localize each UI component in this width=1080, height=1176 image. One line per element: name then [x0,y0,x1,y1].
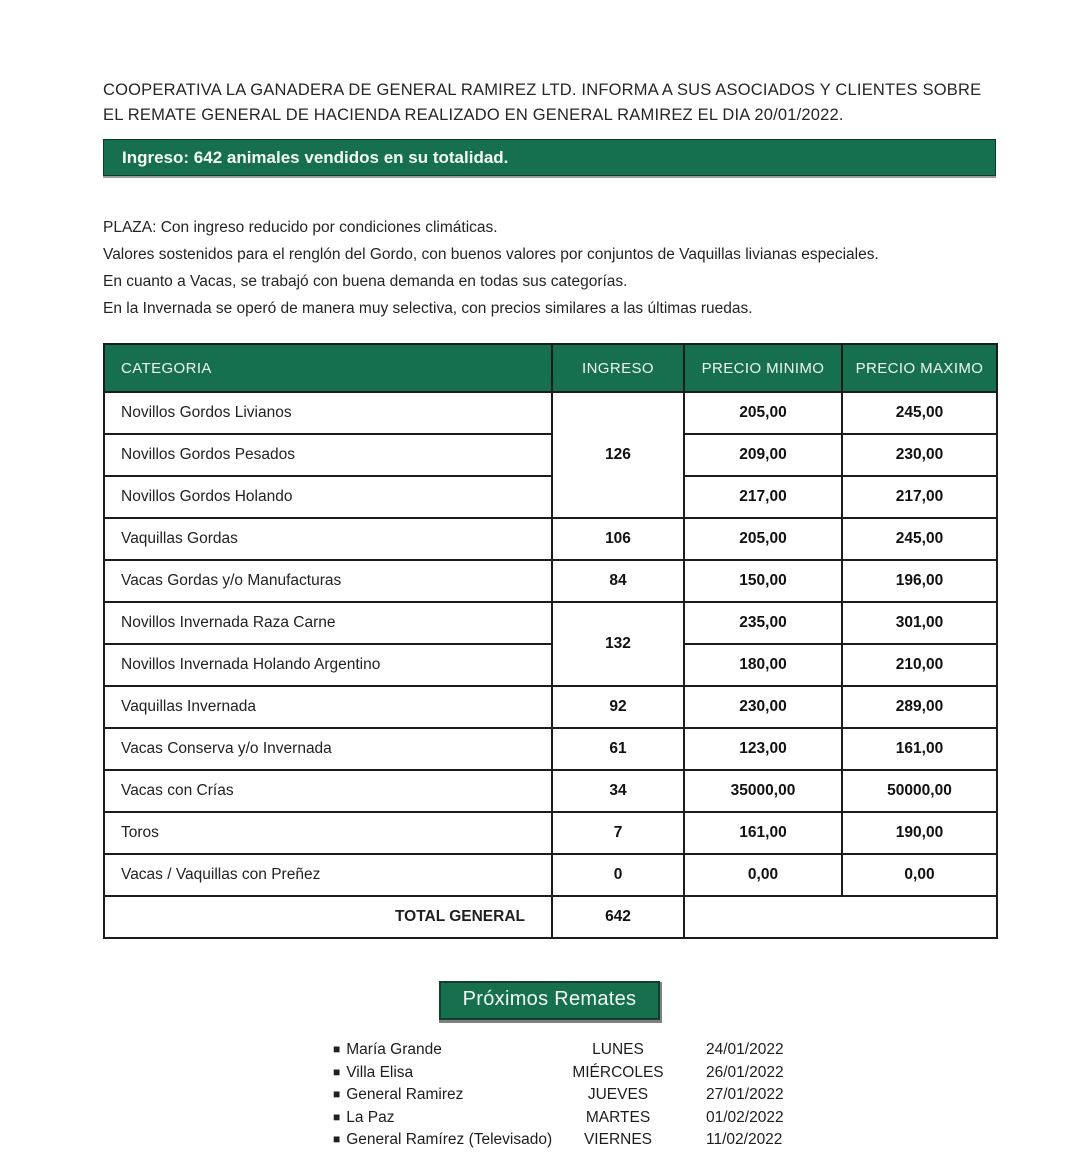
ingreso-cell: 61 [552,728,684,770]
precio-maximo-cell: 217,00 [842,476,997,518]
table-row [104,434,997,476]
categoria-cell: Novillos Gordos Holando [104,476,552,518]
plaza-line: PLAZA: Con ingreso reducido por condiciones climáticas. [103,219,498,236]
categoria-cell: Vacas Conserva y/o Invernada [104,728,552,770]
categoria-cell: Novillos Invernada Raza Carne [104,602,552,644]
remate-location: ■ General Ramírez (Televisado) [333,1129,548,1152]
categoria-cell: Vacas / Vaquillas con Preñez [104,854,552,896]
remate-day: MARTES [585,1108,651,1126]
ingreso-cell: 34 [552,770,684,812]
precio-minimo-cell: 205,00 [684,518,842,560]
column-header-ingreso: INGRESO [552,344,684,392]
ingreso-cell: 7 [552,812,684,854]
precio-minimo-cell: 0,00 [684,854,842,896]
upcoming-remate-row [333,1039,996,1062]
auction-results-table [103,343,998,939]
precio-maximo-cell: 230,00 [842,434,997,476]
upcoming-remate-row [333,1107,996,1130]
total-green-cell [684,896,997,938]
ingreso-cell: 0 [552,854,684,896]
table-row [104,560,997,602]
ingreso-cell: 106 [552,518,684,560]
precio-minimo-cell: 161,00 [684,812,842,854]
upcoming-remate-row [333,1129,996,1152]
remate-location: ■ General Ramirez [333,1084,548,1107]
table-row [104,392,997,434]
report-page [103,0,996,1152]
remate-date: 24/01/2022 [706,1041,784,1058]
bullet-square-icon: ■ [333,1064,341,1079]
precio-maximo-cell: 301,00 [842,602,997,644]
table-row [104,602,997,644]
remate-day: JUEVES [587,1086,649,1103]
precio-minimo-cell: 150,00 [684,560,842,602]
ingreso-cell: 84 [552,560,684,602]
precio-maximo-cell: 196,00 [842,560,997,602]
precio-maximo-cell: 161,00 [842,728,997,770]
upcoming-remate-row [333,1062,996,1085]
upcoming-remate-row [333,1084,996,1107]
table-row [104,854,997,896]
precio-minimo-cell: 217,00 [684,476,842,518]
bullet-square-icon: ■ [333,1132,341,1146]
precio-minimo-cell: 209,00 [684,434,842,476]
remate-day: LUNES [592,1041,644,1058]
precio-maximo-cell: 190,00 [842,812,997,854]
ingreso-banner: Ingreso: 642 animales vendidos en su totalidad. [103,139,996,176]
table-row [104,644,997,686]
bullet-square-icon: ■ [333,1087,341,1101]
precio-maximo-cell: 50000,00 [842,770,997,812]
column-header-categoria: CATEGORIA [104,344,552,392]
categoria-cell: Vacas Gordas y/o Manufacturas [104,560,552,602]
table-row [104,518,997,560]
precio-minimo-cell: 180,00 [684,644,842,686]
precio-maximo-cell: 245,00 [842,392,997,434]
categoria-cell: Novillos Gordos Pesados [104,434,552,476]
remate-location: ■ María Grande [333,1039,548,1062]
ingreso-cell: 92 [552,686,684,728]
categoria-cell: Vacas con Crías [104,770,552,812]
precio-maximo-cell: 245,00 [842,518,997,560]
upcoming-section [103,981,996,1020]
plaza-line: En la Invernada se operó de manera muy selectiva, con precios similares a las últimas ruedas. [103,300,753,317]
ingreso-cell: 132 [552,602,684,686]
remate-location: ■ Villa Elisa [333,1062,548,1085]
upcoming-remates-title: Próximos Remates [439,981,661,1020]
precio-maximo-cell: 289,00 [842,686,997,728]
remate-location: ■ La Paz [333,1107,548,1130]
table-row [104,476,997,518]
plaza-line: Valores sostenidos para el renglón del Gordo, con buenos valores por conjuntos de Vaquillas livianas especiales. [103,246,879,263]
remate-date: 27/01/2022 [706,1086,784,1103]
intro-paragraph: COOPERATIVA LA GANADERA DE GENERAL RAMIREZ LTD. INFORMA A SUS ASOCIADOS Y CLIENTES SOBRE EL REMATE GENERAL DE HACIENDA REALIZADO EN GENERAL RAMIREZ EL DIA 20/01/2022. [103,81,982,124]
remate-date: 26/01/2022 [706,1063,784,1081]
remate-date: 11/02/2022 [706,1131,783,1148]
table-header [104,344,997,392]
total-row [104,896,997,938]
table-row [104,728,997,770]
categoria-cell: Vaquillas Gordas [104,518,552,560]
upcoming-remates-list [333,1039,996,1152]
column-header-precio-minimo: PRECIO MINIMO [684,344,842,392]
remate-date: 01/02/2022 [706,1108,784,1126]
plaza-line: En cuanto a Vacas, se trabajó con buena demanda en todas sus categorías. [103,273,628,290]
table-total [104,896,997,938]
precio-maximo-cell: 0,00 [842,854,997,896]
table-row [104,812,997,854]
precio-minimo-cell: 205,00 [684,392,842,434]
bullet-square-icon: ■ [333,1109,341,1124]
categoria-cell: Toros [104,812,552,854]
categoria-cell: Vaquillas Invernada [104,686,552,728]
table-body [104,392,997,896]
remate-day: VIERNES [583,1131,653,1148]
precio-minimo-cell: 35000,00 [684,770,842,812]
ingreso-cell: 126 [552,392,684,518]
table-row [104,770,997,812]
precio-minimo-cell: 123,00 [684,728,842,770]
precio-maximo-cell: 210,00 [842,644,997,686]
plaza-commentary [103,214,996,322]
categoria-cell: Novillos Invernada Holando Argentino [104,644,552,686]
column-header-precio-maximo: PRECIO MAXIMO [842,344,997,392]
precio-minimo-cell: 235,00 [684,602,842,644]
precio-minimo-cell: 230,00 [684,686,842,728]
remate-day: MIÉRCOLES [572,1063,664,1081]
table-row [104,686,997,728]
total-ingreso-value: 642 [552,896,684,938]
bullet-square-icon: ■ [333,1042,341,1056]
total-label: TOTAL GENERAL [104,896,552,938]
categoria-cell: Novillos Gordos Livianos [104,392,552,434]
